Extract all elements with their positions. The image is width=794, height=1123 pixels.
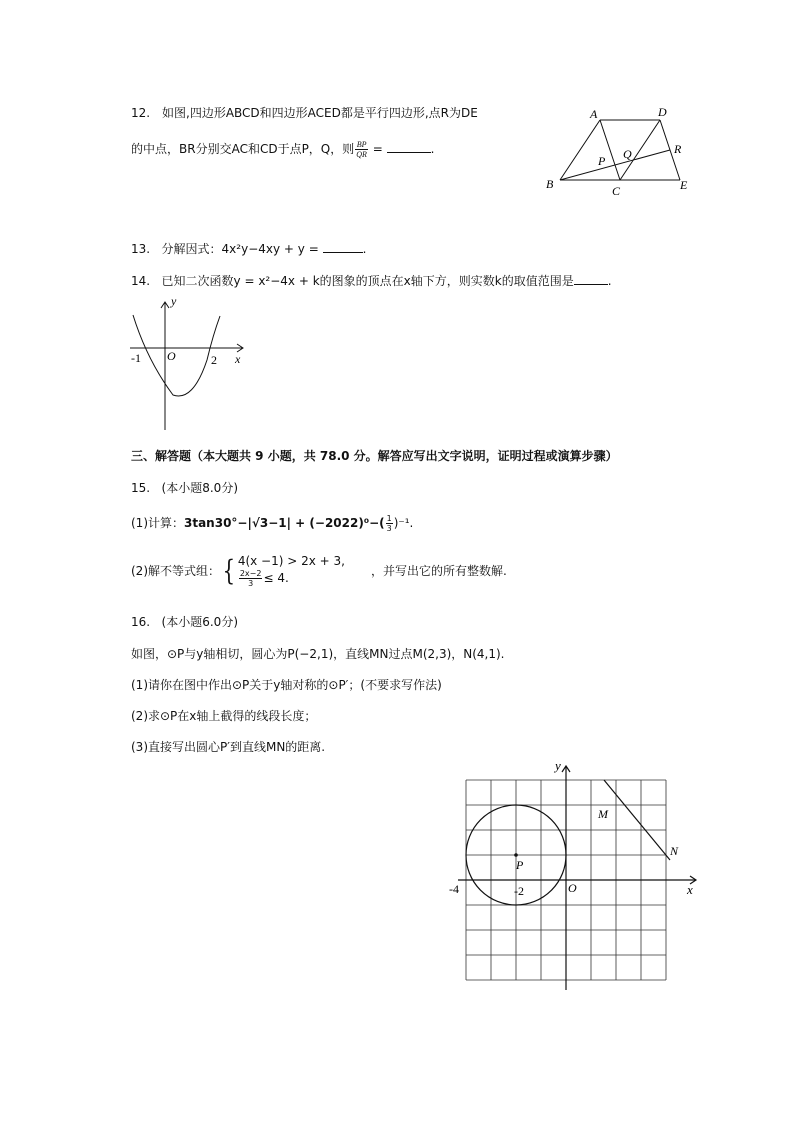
label-E: E <box>680 178 688 192</box>
grid-neg4-label: -4 <box>449 882 459 896</box>
system-brace: { <box>222 554 236 587</box>
q15-number: 15. <box>131 481 151 495</box>
graph-2-label: 2 <box>211 353 217 367</box>
q15-score: (本小题8.0分) <box>161 481 238 495</box>
label-Q: Q <box>623 147 632 161</box>
label-C: C <box>612 184 621 198</box>
section3-heading: 三、解答题（本大题共 9 小题，共 78.0 分。解答应写出文字说明，证明过程或演算步骤） <box>131 449 618 463</box>
grid-origin-label: O <box>568 881 577 895</box>
q16-intro: 如图，⊙P与y轴相切，圆心为P(−2,1)，直线MN过点M(2,3)，N(4,1). <box>131 647 505 661</box>
q15-part1 <box>131 514 413 533</box>
q14-text: 已知二次函数y = x²−4x + k的图象的顶点在x轴下方，则实数k的取值范围是 <box>161 274 574 288</box>
q15-part2-prefix: (2)解不等式组： <box>131 564 220 578</box>
q15-part2 <box>131 554 507 588</box>
grid-x-label: x <box>687 882 693 897</box>
q12-parallelogram-figure <box>540 100 700 200</box>
q12-fraction: $\frac{BP}{QR}$ <box>356 140 367 159</box>
q12-line2-text: 的中点，BR分别交AC和CD于点P，Q，则 <box>131 142 355 156</box>
label-A: A <box>590 107 598 121</box>
label-B: B <box>546 177 554 191</box>
q13-text: 分解因式：4x²y−4xy + y = <box>161 242 319 256</box>
graph-y-label: y <box>171 294 177 308</box>
q15-part1-fraction: $\frac{1}{3}$ <box>386 514 392 533</box>
q16-part1: (1)请你在图中作出⊙P关于y轴对称的⊙P′；(不要求写作法) <box>131 678 442 692</box>
q16-header <box>131 614 238 630</box>
q12-equals: = <box>372 142 383 156</box>
q12-line1: 如图,四边形ABCD和四边形ACED都是平行四边形,点R为DE <box>162 106 478 120</box>
q14-number: 14. <box>131 274 151 288</box>
inequality-system <box>238 554 345 588</box>
q16-part2: (2)求⊙P在x轴上截得的线段长度； <box>131 709 317 723</box>
q14-answer-blank[interactable] <box>574 272 608 285</box>
q14-parabola-graph <box>125 290 255 435</box>
graph-neg1-label: -1 <box>131 351 141 365</box>
label-R: R <box>674 142 682 156</box>
q13-answer-blank[interactable] <box>323 240 363 253</box>
q16-part3: (3)直接写出圆心P′到直线MN的距离. <box>131 740 326 754</box>
grid-y-label: y <box>555 758 561 773</box>
inequality-1: 4(x −1) > 2x + 3, <box>237 554 345 568</box>
q15-part1-prefix: (1)计算： <box>131 516 184 530</box>
graph-origin-label: O <box>167 349 176 363</box>
q15-part1-expr: 3tan30°−|√3−1| + (−2022)⁰−( <box>184 516 385 530</box>
q16-number: 16. <box>131 615 151 629</box>
grid-P-label: P <box>516 858 524 872</box>
inequality-2: $\frac{2x-2}{3}$ ≤ 4. <box>239 569 289 588</box>
label-P: P <box>598 154 606 168</box>
q12-number: 12. <box>131 106 151 120</box>
label-D: D <box>658 105 667 119</box>
q12-answer-blank[interactable] <box>387 140 431 153</box>
q12-line2: 的中点，BR分别交AC和CD于点P，Q，则 $\frac{BP}{QR}$ = . <box>131 140 435 159</box>
grid-N-label: N <box>670 844 679 858</box>
q16-grid-figure <box>440 758 710 998</box>
grid-neg2-label: -2 <box>514 884 524 898</box>
q14: 14. 已知二次函数y = x²−4x + k的图象的顶点在x轴下方，则实数k的取值范围是 . <box>131 274 612 288</box>
q15-part2-suffix: ，并写出它的所有整数解. <box>370 564 507 578</box>
q13-number: 13. <box>131 242 151 256</box>
grid-M-label: M <box>598 807 608 821</box>
graph-x-label: x <box>235 352 241 366</box>
q13: 13. 分解因式：4x²y−4xy + y = . <box>131 242 367 256</box>
q15-header <box>131 480 238 496</box>
q15-part1-tail: )⁻¹. <box>393 516 414 530</box>
q16-score: (本小题6.0分) <box>161 615 238 629</box>
